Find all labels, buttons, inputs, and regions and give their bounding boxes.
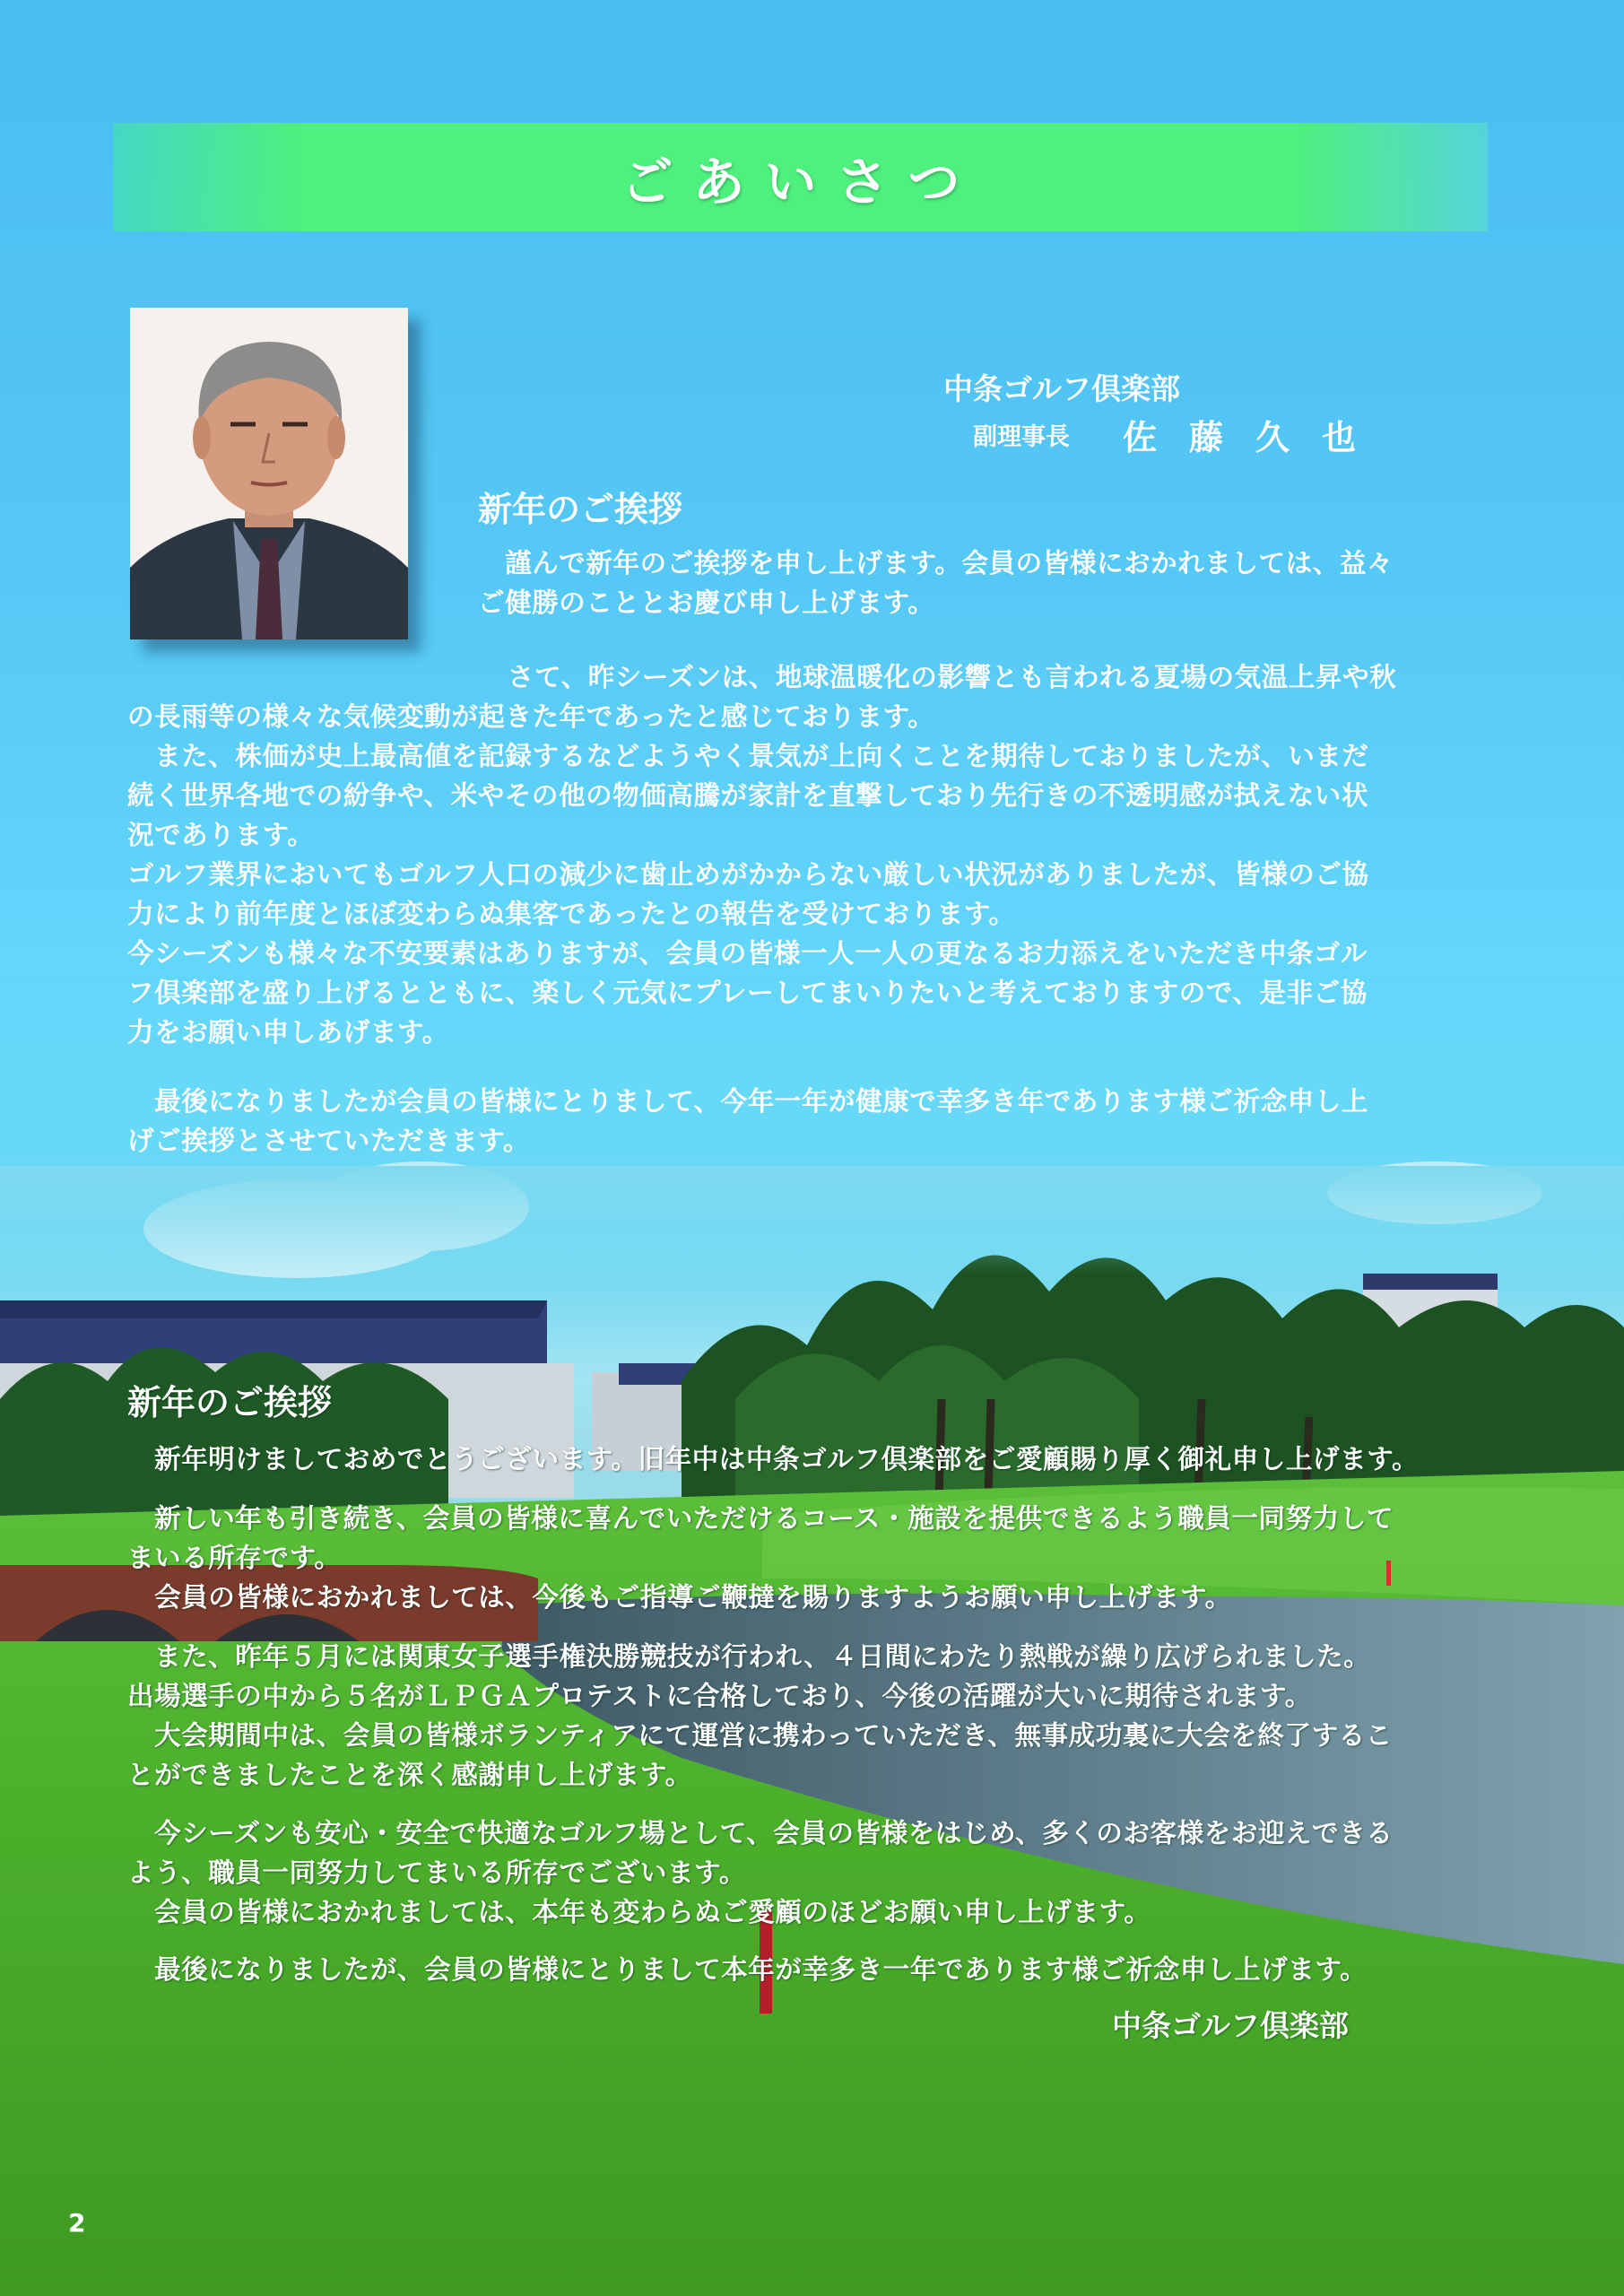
club-paragraph-1: 新年明けましておめでとうございます。旧年中は中条ゴルフ倶楽部をご愛顧賜り厚く御礼申し上げます。 [127, 1444, 1420, 1474]
page-number: 2 [68, 2208, 86, 2238]
vice-chair-paragraph-1: 謹んで新年のご挨拶を申し上げます。会員の皆様におかれましては、益々 ご健勝のこととお慶び申し上げます。 [478, 548, 1394, 618]
club-paragraph-5: 最後になりましたが、会員の皆様にとりまして本年が幸多き一年であります様ご祈念申し上げます。 [127, 1954, 1368, 1985]
organization-name: 中条ゴルフ倶楽部 [943, 371, 1180, 406]
vice-chair-paragraph-3: の長雨等の様々な気候変動が起きた年であったと感じております。 また、株価が史上最高値を記録するなどようやく景気が上向くことを期待しておりましたが、いまだ 続く世界各地での紛争や、米やその他の物価高騰が家計を直撃しており先行きの不透明感が拭えない状 況であります。 ゴルフ業界においてもゴルフ人口の減少に歯止めがかからない厳しい状況がありましたが、皆様のご協 力により前年度とほぼ変わらぬ集客であったとの報告を受けております。 今シーズンも様々な不安要素はありますが、会員の皆様一人一人の更なるお力添えをいただき中条ゴル フ倶楽部を盛り上げるとともに、楽しく元気にプレーしてまいりたいと考えておりますので、是非ご協 力をお願い申しあげます。 [127, 701, 1369, 1048]
page-title: ごあいさつ [621, 151, 980, 213]
author-role: 副理事長 [973, 423, 1070, 451]
title-banner [113, 123, 1488, 231]
portrait-photo [130, 308, 408, 639]
vice-chair-greeting-heading: 新年のご挨拶 [478, 490, 683, 529]
author-name: 佐藤久也 [1123, 418, 1389, 457]
club-paragraph-3: また、昨年５月には関東女子選手権決勝競技が行われ、４日間にわたり熱戦が繰り広げられました。 出場選手の中から５名がＬＰＧＡプロテストに合格しており、今後の活躍が大いに期待されます。 大会期間中は、会員の皆様ボランティアにて運営に携わっていただき、無事成功裏に大会を終了するこ とができましたことを深く感謝申し上げます。 [127, 1641, 1393, 1790]
vice-chair-paragraph-2: さて、昨シーズンは、地球温暖化の影響とも言われる夏場の気温上昇や秋 [508, 662, 1397, 692]
club-paragraph-4: 今シーズンも安心・安全で快適なゴルフ場として、会員の皆様をはじめ、多くのお客様をお迎えできる よう、職員一同努力してまいる所存でございます。 会員の皆様におかれましては、本年も変わらぬご愛顧のほどお願い申し上げます。 [127, 1818, 1394, 1927]
club-signature: 中条ゴルフ倶楽部 [1112, 2008, 1349, 2043]
club-paragraph-2: 新しい年も引き続き、会員の皆様に喜んでいただけるコース・施設を提供できるよう職員一同努力して まいる所存です。 会員の皆様におかれましては、今後もご指導ご鞭撻を賜りますようお願い申し上げます。 [127, 1503, 1394, 1613]
club-greeting-heading: 新年のご挨拶 [127, 1383, 333, 1422]
portrait-illustration [130, 308, 408, 639]
vice-chair-paragraph-4: 最後になりましたが会員の皆様にとりまして、今年一年が健康で幸多き年であります様ご祈念申し上 げご挨拶とさせていただきます。 [127, 1086, 1369, 1156]
